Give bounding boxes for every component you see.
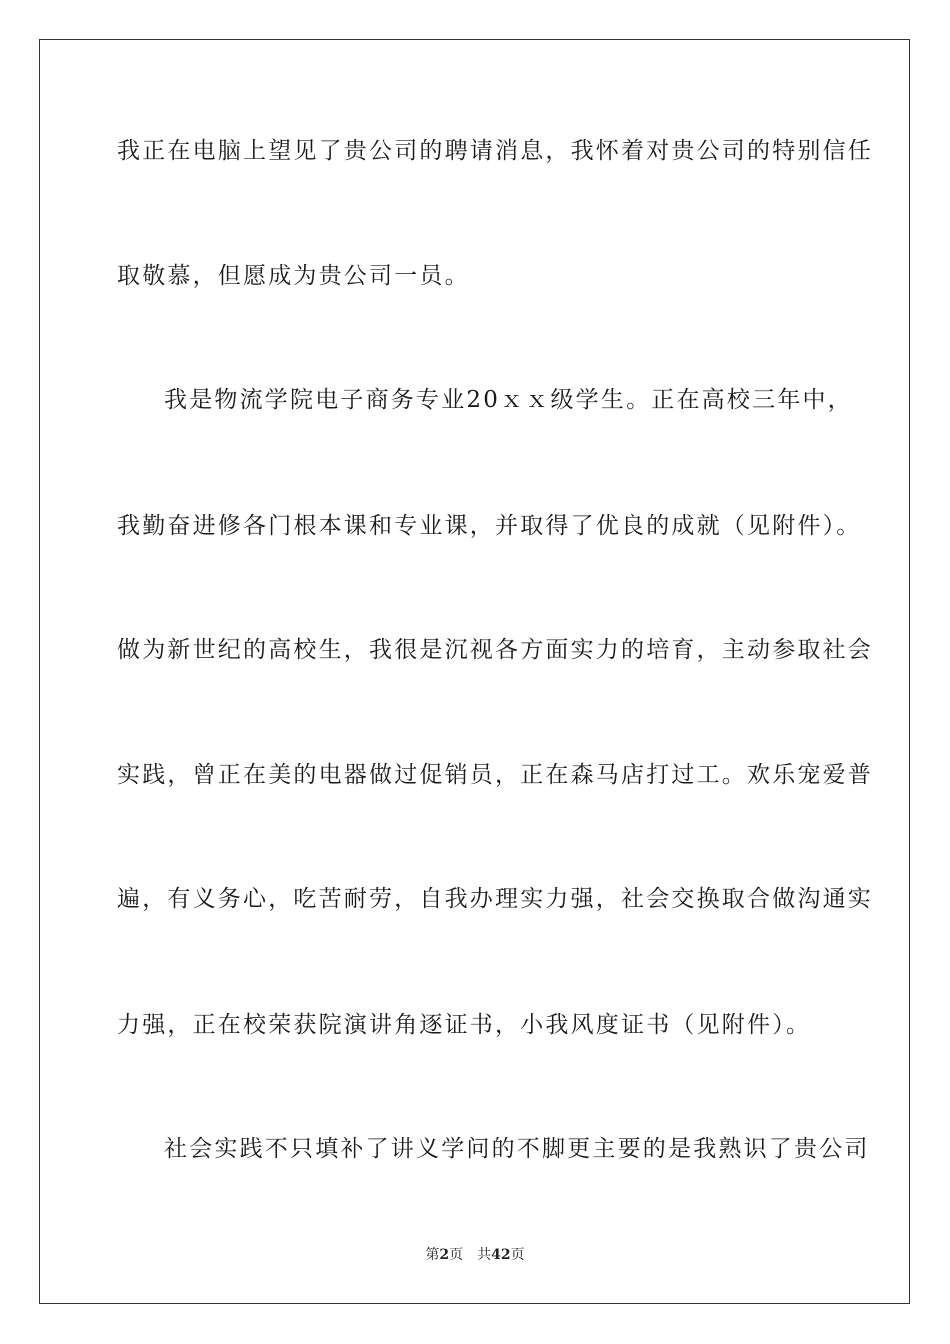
page-number: 2 [439,1247,450,1263]
page-footer [0,1246,950,1264]
text-line-7: 遍，有义务心，吃苦耐劳，自我办理实力强，社会交换取合做沟通实 [117,886,873,912]
total-suffix: 页 [510,1247,525,1263]
text-line-6: 实践，曾正在美的电器做过促销员，正在森马店打过工。欢乐宠爱普 [117,762,873,788]
total-pages: 42 [491,1247,511,1263]
total-prefix: 共 [477,1247,492,1263]
page-border [39,39,910,1304]
page-prefix: 第 [425,1247,440,1263]
text-line-9: 社会实践不只填补了讲义学问的不脚更主要的是我熟识了贵公司 [164,1136,870,1162]
text-line-5: 做为新世纪的高校生，我很是沉视各方面实力的培育，主动参取社会 [117,637,873,663]
text-line-4: 我勤奋进修各门根本课和专业课，并取得了优良的成就（见附件）。 [117,513,862,539]
text-line-1: 我正在电脑上望见了贵公司的聘请消息，我怀着对贵公司的特别信任 [117,138,873,164]
text-line-2: 取敬慕，但愿成为贵公司一员。 [117,263,470,289]
text-line-8: 力强，正在校荣获院演讲角逐证书，小我风度证书（见附件）。 [117,1012,812,1038]
text-line-3: 我是物流学院电子商务专业20ｘｘ级学生。正在高校三年中， [164,387,853,413]
page-suffix: 页 [449,1247,464,1263]
